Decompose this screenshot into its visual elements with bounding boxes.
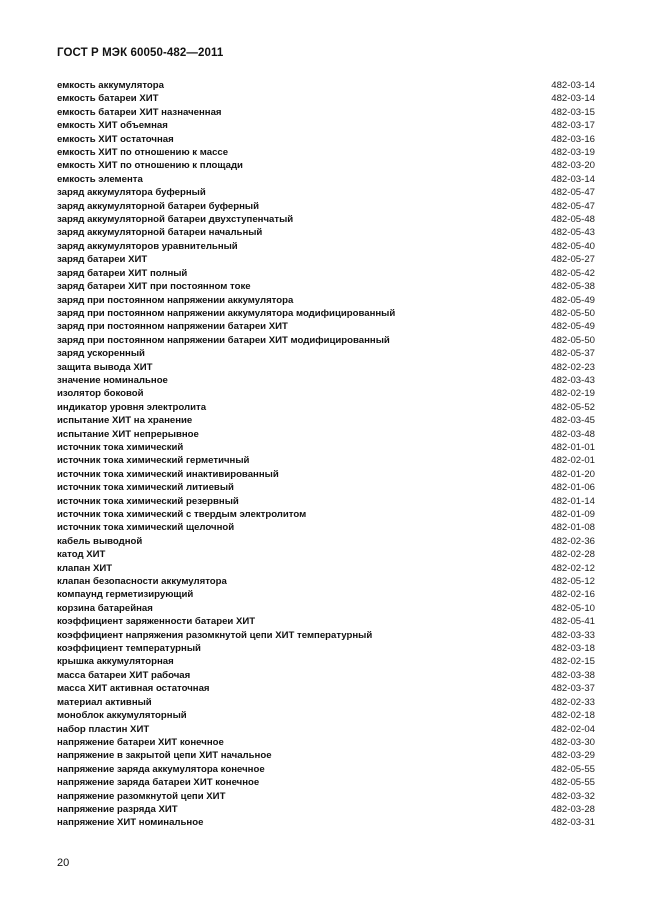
index-code: 482-02-16 (551, 589, 595, 601)
index-entry-row (57, 320, 595, 333)
index-entry-row (57, 615, 595, 628)
index-term: напряжение заряда батареи ХИТ конечное (57, 777, 260, 789)
index-code: 482-05-47 (551, 187, 595, 199)
index-term: корзина батарейная (57, 602, 153, 614)
index-entry-row (57, 186, 595, 199)
index-entry-row (57, 361, 595, 374)
index-term: источник тока химический герметичный (57, 455, 250, 467)
index-entry-row (57, 213, 595, 226)
index-code: 482-05-49 (551, 321, 595, 333)
index-term: защита вывода ХИТ (57, 361, 153, 373)
index-entry-row (57, 146, 595, 159)
index-term: источник тока химический резервный (57, 495, 239, 507)
index-term: испытание ХИТ на хранение (57, 415, 193, 427)
index-entry-row (57, 240, 595, 253)
index-term: емкость ХИТ по отношению к массе (57, 147, 229, 159)
index-term: емкость элемента (57, 173, 143, 185)
index-entry-row (57, 280, 595, 293)
index-entry-row (57, 387, 595, 400)
index-code: 482-02-15 (551, 656, 595, 668)
index-code: 482-01-20 (551, 468, 595, 480)
index-entry-row (57, 655, 595, 668)
index-term: напряжение в закрытой цепи ХИТ начальное (57, 750, 272, 762)
index-term: материал активный (57, 696, 152, 708)
index-entry-row (57, 602, 595, 615)
index-term: напряжение заряда аккумулятора конечное (57, 763, 265, 775)
term-index-list (57, 79, 595, 830)
index-entry-row (57, 267, 595, 280)
index-entry-row (57, 92, 595, 105)
index-entry-row (57, 200, 595, 213)
page-header-title: ГОСТ Р МЭК 60050-482—2011 (57, 47, 224, 59)
index-code: 482-02-12 (551, 562, 595, 574)
index-entry-row (57, 521, 595, 534)
index-entry-row (57, 441, 595, 454)
index-term: крышка аккумуляторная (57, 656, 174, 668)
index-code: 482-02-23 (551, 361, 595, 373)
index-code: 482-03-16 (551, 133, 595, 145)
index-term: напряжение ХИТ номинальное (57, 817, 204, 829)
index-term: масса ХИТ активная остаточная (57, 683, 210, 695)
index-term: заряд при постоянном напряжении батареи ХИТ (57, 321, 288, 333)
index-term: заряд батареи ХИТ полный (57, 267, 188, 279)
index-entry-row (57, 173, 595, 186)
index-code: 482-05-43 (551, 227, 595, 239)
index-entry-row (57, 535, 595, 548)
index-entry-row (57, 749, 595, 762)
index-entry-row (57, 642, 595, 655)
index-term: заряд при постоянном напряжении аккумулятора модифицированный (57, 307, 396, 319)
index-entry-row (57, 682, 595, 695)
index-term: заряд ускоренный (57, 348, 145, 360)
index-code: 482-01-01 (551, 441, 595, 453)
index-term: заряд батареи ХИТ при постоянном токе (57, 281, 251, 293)
index-code: 482-05-50 (551, 334, 595, 346)
index-code: 482-01-14 (551, 495, 595, 507)
index-entry-row (57, 481, 595, 494)
index-term: коэффициент заряженности батареи ХИТ (57, 616, 256, 628)
index-code: 482-03-28 (551, 803, 595, 815)
index-entry-row (57, 776, 595, 789)
index-code: 482-05-27 (551, 254, 595, 266)
index-term: источник тока химический (57, 441, 184, 453)
index-term: клапан безопасности аккумулятора (57, 576, 227, 588)
index-code: 482-05-50 (551, 307, 595, 319)
index-entry-row (57, 763, 595, 776)
index-term: напряжение батареи ХИТ конечное (57, 736, 224, 748)
index-code: 482-03-38 (551, 669, 595, 681)
index-code: 482-02-01 (551, 455, 595, 467)
index-code: 482-05-42 (551, 267, 595, 279)
index-code: 482-02-36 (551, 535, 595, 547)
index-term: кабель выводной (57, 535, 143, 547)
index-term: компаунд герметизирующий (57, 589, 194, 601)
index-entry-row (57, 629, 595, 642)
page-number: 20 (57, 857, 70, 869)
index-entry-row (57, 562, 595, 575)
index-term: масса батареи ХИТ рабочая (57, 669, 191, 681)
index-term: заряд батареи ХИТ (57, 254, 148, 266)
index-term: заряд при постоянном напряжении аккумулятора (57, 294, 294, 306)
index-term: источник тока химический инактивированный (57, 468, 279, 480)
index-entry-row (57, 454, 595, 467)
index-code: 482-03-37 (551, 683, 595, 695)
index-code: 482-03-45 (551, 415, 595, 427)
index-term: значение номинальное (57, 374, 168, 386)
index-entry-row (57, 790, 595, 803)
index-entry-row (57, 588, 595, 601)
index-term: изолятор боковой (57, 388, 144, 400)
index-term: заряд аккумуляторов уравнительный (57, 240, 238, 252)
index-code: 482-01-08 (551, 522, 595, 534)
index-entry-row (57, 133, 595, 146)
index-code: 482-03-43 (551, 374, 595, 386)
index-code: 482-05-55 (551, 777, 595, 789)
index-term: заряд аккумуляторной батареи двухступенчатый (57, 214, 294, 226)
index-term: катод ХИТ (57, 549, 106, 561)
index-code: 482-03-48 (551, 428, 595, 440)
index-entry-row (57, 294, 595, 307)
index-entry-row (57, 79, 595, 92)
index-term: индикатор уровня электролита (57, 401, 207, 413)
index-code: 482-02-28 (551, 549, 595, 561)
index-code: 482-03-17 (551, 120, 595, 132)
index-entry-row (57, 803, 595, 816)
index-entry-row (57, 374, 595, 387)
index-term: емкость ХИТ объемная (57, 120, 168, 132)
index-code: 482-05-10 (551, 602, 595, 614)
index-term: емкость батареи ХИТ назначенная (57, 106, 222, 118)
index-entry-row (57, 106, 595, 119)
index-entry-row (57, 334, 595, 347)
index-term: коэффициент напряжения разомкнутой цепи ХИТ температурный (57, 629, 373, 641)
index-term: напряжение разомкнутой цепи ХИТ (57, 790, 226, 802)
index-code: 482-05-38 (551, 281, 595, 293)
index-code: 482-03-19 (551, 147, 595, 159)
index-term: набор пластин ХИТ (57, 723, 150, 735)
index-entry-row (57, 347, 595, 360)
index-code: 482-03-14 (551, 80, 595, 91)
index-code: 482-02-04 (551, 723, 595, 735)
index-term: емкость ХИТ по отношению к площади (57, 160, 243, 172)
index-entry-row (57, 428, 595, 441)
index-term: коэффициент температурный (57, 643, 201, 655)
index-code: 482-03-31 (551, 817, 595, 829)
index-code: 482-03-33 (551, 629, 595, 641)
index-code: 482-05-48 (551, 214, 595, 226)
index-code: 482-03-29 (551, 750, 595, 762)
index-entry-row (57, 816, 595, 829)
index-entry-row (57, 723, 595, 736)
index-entry-row (57, 669, 595, 682)
index-code: 482-02-33 (551, 696, 595, 708)
index-term: источник тока химический щелочной (57, 522, 235, 534)
index-entry-row (57, 159, 595, 172)
index-code: 482-03-18 (551, 643, 595, 655)
index-term: источник тока химический литиевый (57, 482, 234, 494)
index-term: заряд аккумулятора буферный (57, 187, 206, 199)
index-term: моноблок аккумуляторный (57, 710, 187, 722)
index-entry-row (57, 709, 595, 722)
index-entry-row (57, 253, 595, 266)
index-term: напряжение разряда ХИТ (57, 803, 178, 815)
index-code: 482-03-14 (551, 93, 595, 105)
index-term: заряд аккумуляторной батареи начальный (57, 227, 263, 239)
index-code: 482-03-32 (551, 790, 595, 802)
index-term: испытание ХИТ непрерывное (57, 428, 199, 440)
index-code: 482-03-20 (551, 160, 595, 172)
index-code: 482-02-18 (551, 710, 595, 722)
index-entry-row (57, 226, 595, 239)
index-term: емкость ХИТ остаточная (57, 133, 174, 145)
index-entry-row (57, 414, 595, 427)
index-term: заряд аккумуляторной батареи буферный (57, 200, 260, 212)
index-term: емкость аккумулятора (57, 80, 164, 91)
index-term: заряд при постоянном напряжении батареи ХИТ модифицированный (57, 334, 390, 346)
index-code: 482-05-52 (551, 401, 595, 413)
index-code: 482-01-09 (551, 509, 595, 520)
index-code: 482-05-49 (551, 294, 595, 306)
index-code: 482-01-06 (551, 482, 595, 494)
index-entry-row (57, 696, 595, 709)
index-term: источник тока химический с твердым электролитом (57, 509, 307, 520)
index-code: 482-05-40 (551, 240, 595, 252)
index-entry-row (57, 495, 595, 508)
index-code: 482-05-55 (551, 763, 595, 775)
index-entry-row (57, 548, 595, 561)
index-term: клапан ХИТ (57, 562, 113, 574)
index-code: 482-03-15 (551, 106, 595, 118)
index-code: 482-05-37 (551, 348, 595, 360)
index-code: 482-05-47 (551, 200, 595, 212)
index-entry-row (57, 736, 595, 749)
index-entry-row (57, 119, 595, 132)
index-code: 482-03-14 (551, 173, 595, 185)
index-entry-row (57, 307, 595, 320)
index-code: 482-03-30 (551, 736, 595, 748)
index-entry-row (57, 575, 595, 588)
index-term: емкость батареи ХИТ (57, 93, 159, 105)
index-entry-row (57, 401, 595, 414)
index-code: 482-05-41 (551, 616, 595, 628)
index-code: 482-05-12 (551, 576, 595, 588)
index-entry-row (57, 468, 595, 481)
index-code: 482-02-19 (551, 388, 595, 400)
index-entry-row (57, 508, 595, 521)
